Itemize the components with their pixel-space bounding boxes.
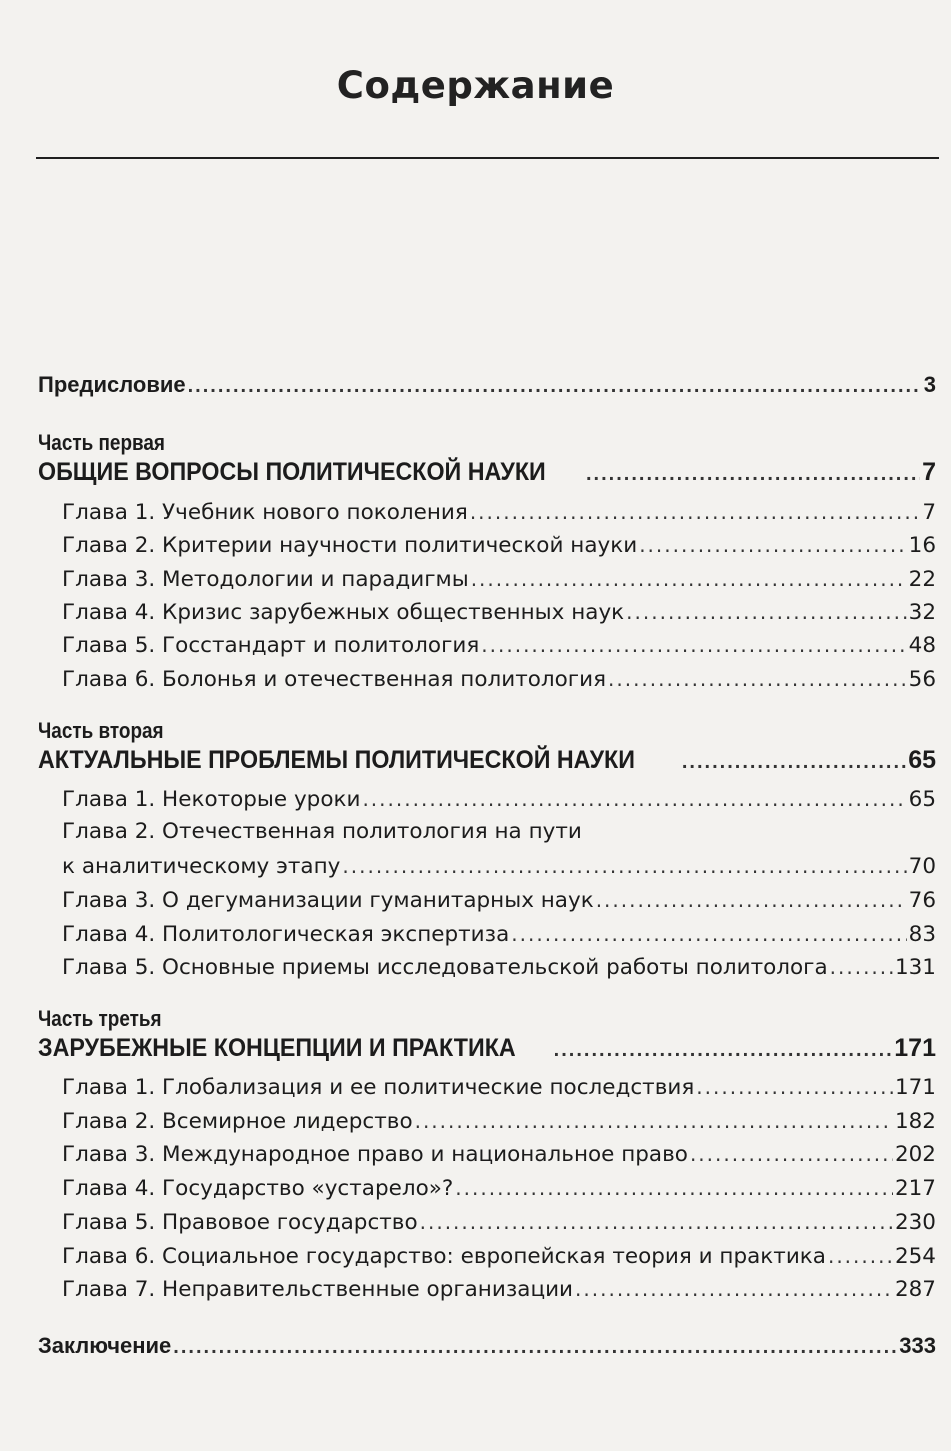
toc-entry-chapter[interactable]: [62, 919, 936, 950]
chapter-title: Глава 4. Политологическая экспертиза: [62, 922, 510, 947]
toc-leader-dots: [828, 1241, 893, 1271]
toc-page-number: 287: [894, 1277, 936, 1302]
toc-leader-dots: [173, 1332, 897, 1362]
title-rule: [36, 157, 939, 159]
chapter-title: Глава 4. Государство «устарело»?: [62, 1176, 454, 1201]
chapter-title: Глава 2. Критерии научности политической науки: [62, 533, 638, 558]
toc-leader-dots: [682, 747, 906, 777]
toc-entry-part-3[interactable]: [38, 1033, 936, 1065]
chapter-title: Глава 6. Социальное государство: европейская теория и практика: [62, 1244, 826, 1269]
chapter-title: Глава 3. Методологии и парадигмы: [62, 567, 469, 592]
toc-page-number: 202: [894, 1142, 936, 1167]
toc-entry-chapter[interactable]: [62, 597, 936, 628]
toc-entry-conclusion[interactable]: [38, 1331, 936, 1362]
toc-entry-chapter[interactable]: [62, 784, 936, 815]
chapter-title: Глава 1. Некоторые уроки: [62, 787, 361, 812]
toc-entry-chapter[interactable]: [62, 952, 936, 983]
toc-leader-dots: [554, 1035, 893, 1065]
toc-entry-label: Предисловие: [38, 372, 186, 397]
toc-entry-part-1[interactable]: [38, 457, 936, 489]
chapter-title: Глава 1. Глобализация и ее политические последствия: [62, 1075, 695, 1100]
toc-leader-dots: [511, 919, 906, 949]
toc-entry-chapter[interactable]: [62, 1207, 936, 1238]
toc-entry-chapter[interactable]: [62, 630, 936, 661]
chapter-title-line-2: к аналитическому этапу: [62, 854, 341, 879]
toc-entry-chapter[interactable]: [62, 1173, 936, 1204]
toc-page-number: 16: [908, 533, 936, 558]
toc-leader-dots: [420, 1207, 893, 1237]
toc-entry-chapter[interactable]: [62, 497, 936, 528]
toc-leader-dots: [830, 952, 893, 982]
toc-entry-label: Заключение: [38, 1333, 172, 1358]
toc-leader-dots: [586, 459, 920, 489]
part-title: ЗАРУБЕЖНЫЕ КОНЦЕПЦИИ И ПРАКТИКА: [38, 1034, 516, 1062]
toc-page-number: 48: [908, 633, 936, 658]
toc-leader-dots: [596, 885, 907, 915]
toc-entry-chapter[interactable]: [62, 530, 936, 561]
toc-entry-chapter[interactable]: [62, 664, 936, 695]
chapter-title: Глава 5. Правовое государство: [62, 1210, 418, 1235]
part-title: ОБЩИЕ ВОПРОСЫ ПОЛИТИЧЕСКОЙ НАУКИ: [38, 458, 546, 486]
chapter-title: Глава 6. Болонья и отечественная политология: [62, 667, 606, 692]
toc-page-number: 32: [908, 600, 936, 625]
toc-page-number: 70: [908, 854, 936, 879]
chapter-title: Глава 1. Учебник нового поколения: [62, 500, 468, 525]
chapter-title: Глава 5. Госстандарт и политология: [62, 633, 480, 658]
chapter-title: Глава 4. Кризис зарубежных общественных наук: [62, 600, 625, 625]
toc-page-number: 230: [894, 1210, 936, 1235]
toc-entry-chapter[interactable]: [62, 885, 936, 916]
part-title: АКТУАЛЬНЫЕ ПРОБЛЕМЫ ПОЛИТИЧЕСКОЙ НАУКИ: [38, 746, 635, 774]
toc-leader-dots: [342, 851, 906, 881]
chapter-title: Глава 3. О дегуманизации гуманитарных наук: [62, 888, 594, 913]
toc-page-number: 171: [894, 1034, 936, 1062]
toc-page-number: 83: [908, 922, 936, 947]
toc-leader-dots: [575, 1274, 893, 1304]
chapter-title: Глава 3. Международное право и национальное право: [62, 1142, 688, 1167]
toc-entry-chapter[interactable]: [62, 1106, 936, 1137]
toc-leader-dots: [690, 1139, 893, 1169]
toc-entry-chapter[interactable]: [62, 1241, 936, 1272]
toc-page-number: 333: [899, 1333, 936, 1358]
toc-page-number: 254: [894, 1244, 936, 1269]
chapter-title: Глава 7. Неправительственные организации: [62, 1277, 574, 1302]
toc-page-number: 76: [908, 888, 936, 913]
toc-entry-chapter[interactable]: [62, 851, 936, 882]
toc-page-number: 22: [908, 567, 936, 592]
toc-page-number: 56: [908, 667, 936, 692]
toc-page-number: 7: [922, 458, 936, 486]
part-label: Часть первая: [38, 430, 165, 455]
toc-leader-dots: [481, 630, 906, 660]
toc-leader-dots: [188, 371, 922, 401]
toc-page-number: 171: [894, 1075, 936, 1100]
part-label: Часть третья: [38, 1006, 162, 1031]
toc-page-number: 3: [923, 372, 936, 397]
toc-page-number: 7: [922, 500, 936, 525]
toc-leader-dots: [362, 784, 906, 814]
toc-entry-chapter[interactable]: [62, 1139, 936, 1170]
toc-leader-dots: [639, 530, 906, 560]
toc-page-number: 65: [908, 746, 936, 774]
toc-page-number: 131: [894, 955, 936, 980]
chapter-title: Глава 5. Основные приемы исследовательской работы политолога: [62, 955, 828, 980]
toc-leader-dots: [455, 1173, 893, 1203]
part-label: Часть вторая: [38, 718, 164, 743]
toc-leader-dots: [626, 597, 906, 627]
chapter-title: Глава 2. Всемирное лидерство: [62, 1109, 413, 1134]
chapter-title-line-1[interactable]: Глава 2. Отечественная политология на пути: [62, 819, 582, 844]
toc-leader-dots: [608, 664, 907, 694]
page-title: Содержание: [336, 64, 615, 107]
toc-entry-chapter[interactable]: [62, 1274, 936, 1305]
toc-leader-dots: [415, 1106, 893, 1136]
toc-entry-part-2[interactable]: [38, 745, 936, 777]
toc-page-number: 65: [908, 787, 936, 812]
toc-entry-preface[interactable]: [38, 370, 936, 401]
toc-entry-chapter[interactable]: [62, 1072, 936, 1103]
toc-leader-dots: [696, 1072, 893, 1102]
toc-leader-dots: [470, 497, 921, 527]
toc-page-number: 182: [894, 1109, 936, 1134]
toc-page-number: 217: [894, 1176, 936, 1201]
toc-leader-dots: [471, 564, 907, 594]
toc-entry-chapter[interactable]: [62, 564, 936, 595]
